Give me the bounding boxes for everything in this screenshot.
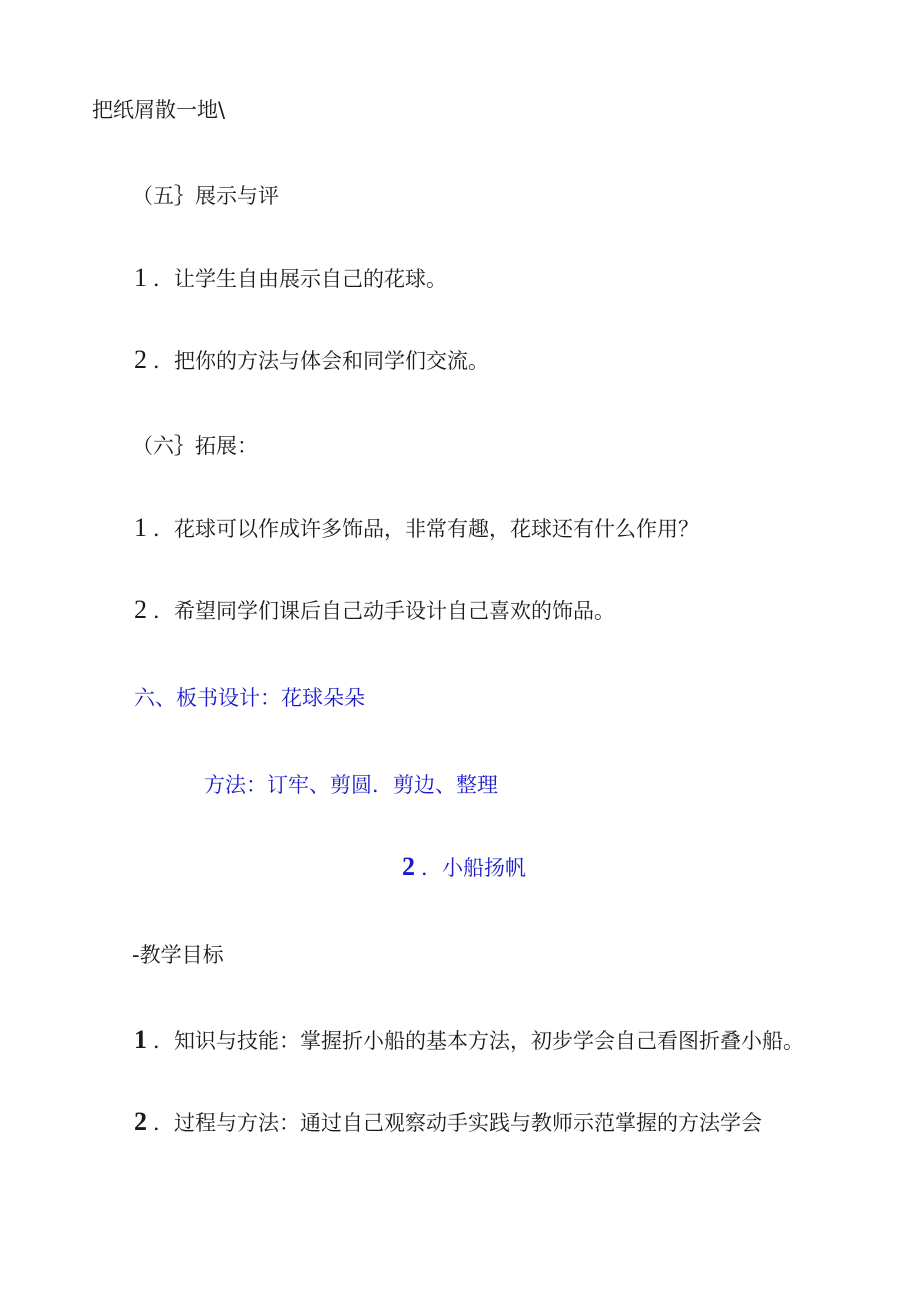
text-line-scatter-paper bbox=[92, 96, 225, 124]
list-item-design-ornaments bbox=[134, 596, 615, 625]
line-text: ．让学生自由展示自己的花球。 bbox=[153, 267, 447, 291]
line-text: ．知识与技能：掌握折小船的基本方法，初步学会自己看图折叠小船。 bbox=[153, 1029, 804, 1053]
list-item-share-method bbox=[134, 346, 489, 375]
list-item-display-flower-ball bbox=[134, 264, 447, 293]
list-number: 2 bbox=[134, 345, 147, 374]
line-text: （六｝拓展： bbox=[132, 434, 258, 458]
list-number: 2 bbox=[134, 1107, 147, 1136]
list-number: 1 bbox=[134, 513, 147, 542]
line-text: ．小船扬帆 bbox=[421, 856, 526, 880]
line-text: 六、板书设计：花球朵朵 bbox=[134, 686, 365, 710]
list-number: 1 bbox=[134, 263, 147, 292]
line-text: ．希望同学们课后自己动手设计自己喜欢的饰品。 bbox=[153, 599, 615, 623]
line-text: -教学目标 bbox=[132, 943, 224, 967]
lesson-title bbox=[402, 853, 526, 882]
objective-knowledge-skills bbox=[134, 1026, 804, 1055]
line-text: ．花球可以作成许多饰品，非常有趣，花球还有什么作用？ bbox=[153, 517, 699, 541]
board-design-heading bbox=[134, 684, 365, 712]
list-number: 2 bbox=[134, 595, 147, 624]
teaching-objectives-heading bbox=[132, 941, 224, 969]
line-text: （五｝展示与评 bbox=[132, 184, 279, 208]
lesson-number: 2 bbox=[402, 852, 415, 881]
section-heading-display-evaluate bbox=[132, 182, 279, 210]
line-text: ．把你的方法与体会和同学们交流。 bbox=[153, 349, 489, 373]
objective-process-method bbox=[134, 1108, 762, 1137]
section-heading-extension bbox=[132, 432, 258, 460]
list-number: 1 bbox=[134, 1025, 147, 1054]
line-text: ．过程与方法：通过自己观察动手实践与教师示范掌握的方法学会 bbox=[153, 1111, 762, 1135]
list-item-flower-ball-uses bbox=[134, 514, 699, 543]
line-text: 方法：订牢、剪圆．剪边、整理 bbox=[204, 773, 498, 797]
line-text: 把纸屑散一地\ bbox=[92, 98, 226, 122]
board-design-method bbox=[204, 771, 498, 799]
